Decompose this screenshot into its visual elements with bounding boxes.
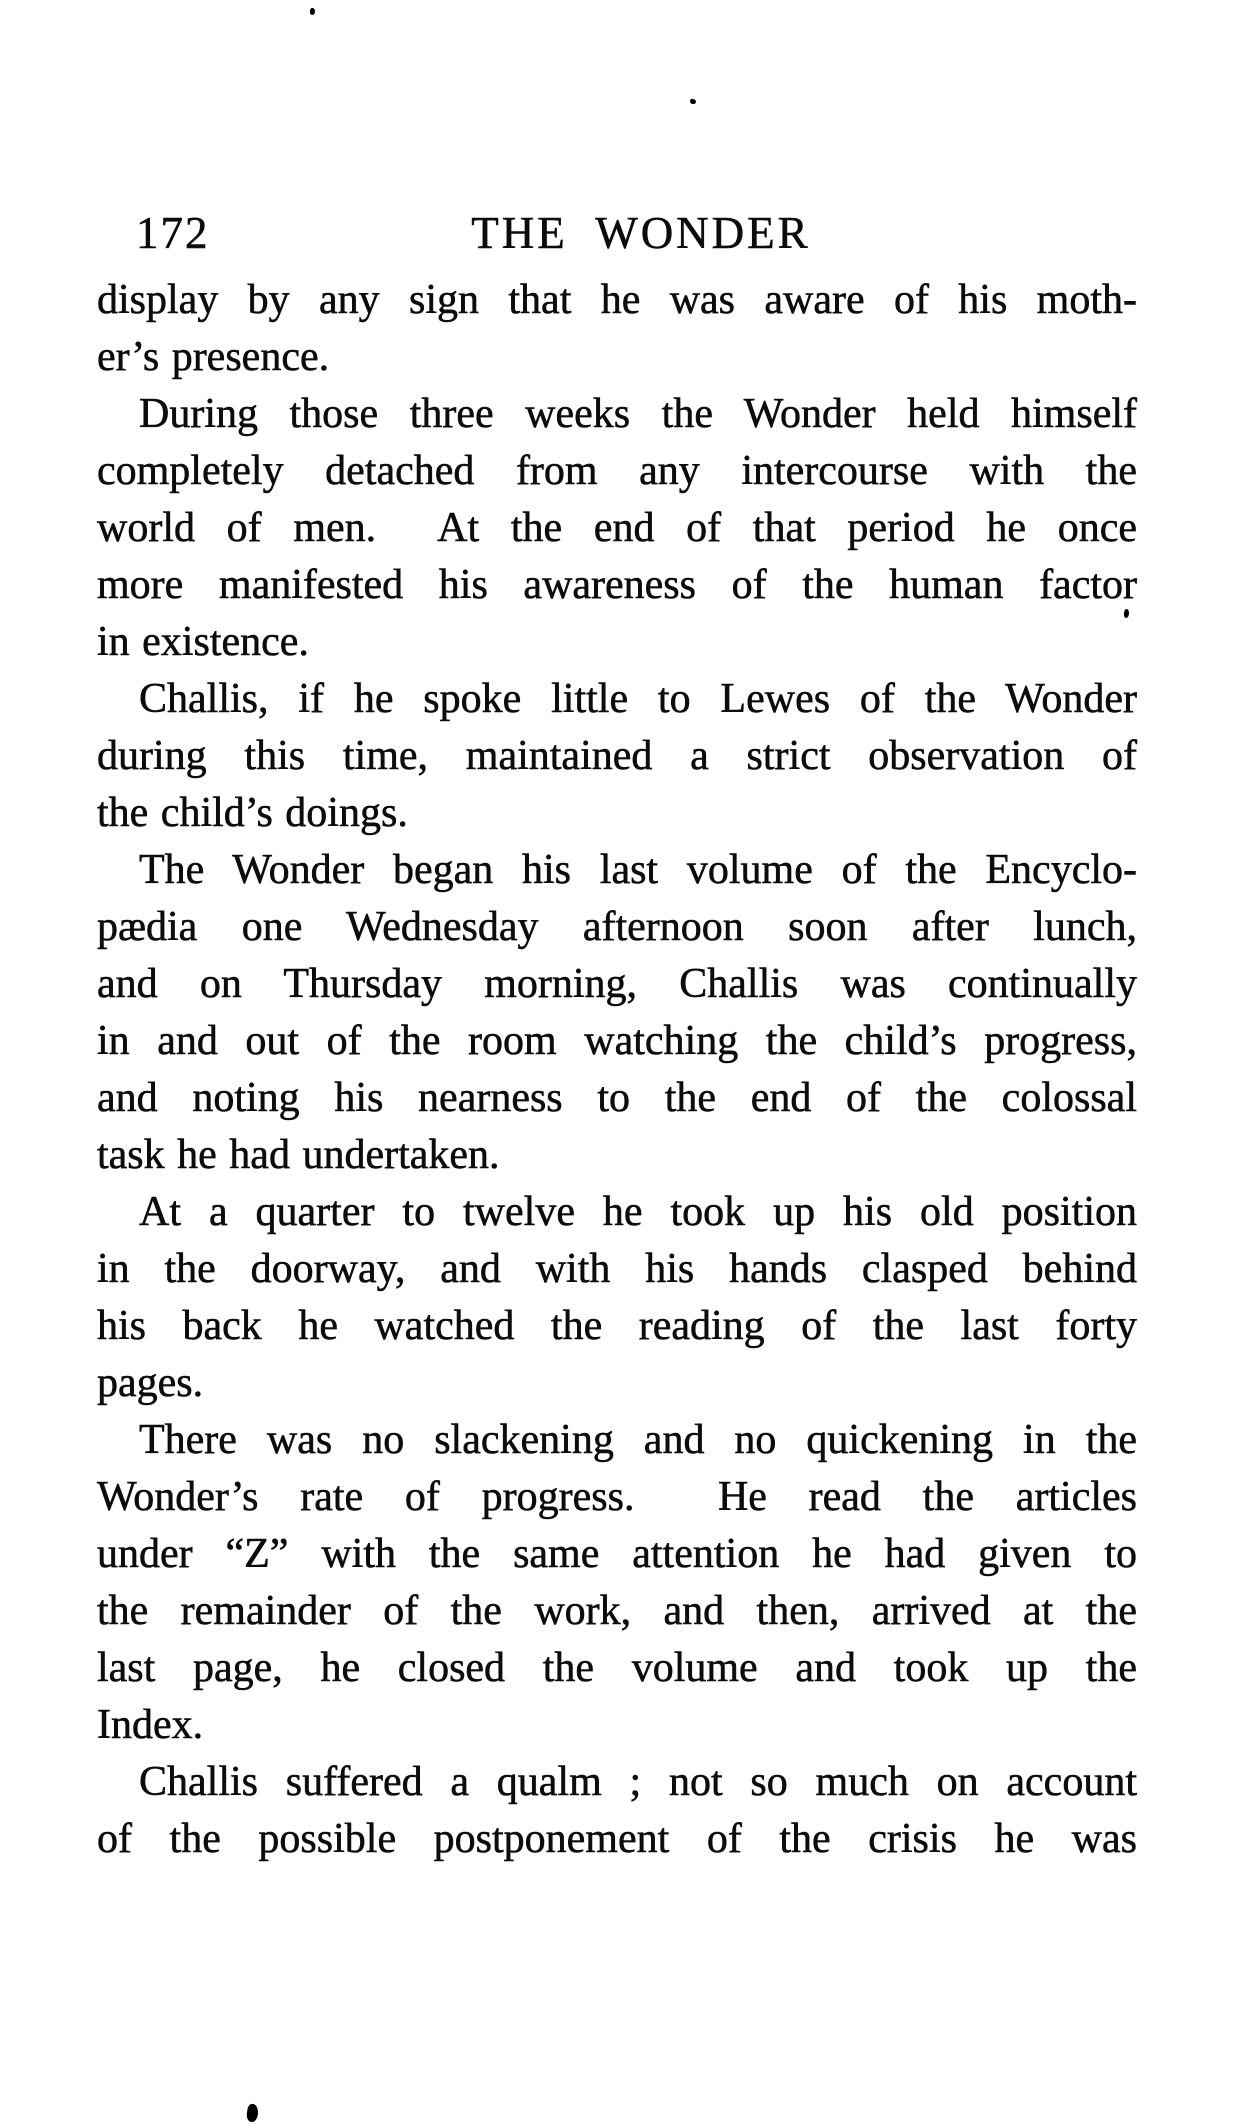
text-line: the child’s doings. [97, 790, 408, 836]
text-line: Challis suffered a qualm ; not so much on account [139, 1759, 1137, 1805]
text-line: er’s presence. [97, 334, 330, 380]
text-line: display by any sign that he was aware of his moth- [97, 277, 1137, 323]
text-line: There was no slackening and no quickening in the [139, 1417, 1137, 1463]
text-line: During those three weeks the Wonder held himself [139, 391, 1137, 437]
paragraph [97, 272, 1137, 386]
text-line: in and out of the room watching the child’s progress, [97, 1018, 1137, 1064]
text-line: Index. [97, 1702, 204, 1748]
running-title: THE WONDER [471, 208, 811, 258]
text-line: The Wonder began his last volume of the Encyclo- [139, 847, 1137, 893]
text-line: and on Thursday morning, Challis was continually [97, 961, 1137, 1007]
page-header [0, 204, 1243, 262]
paragraph [97, 842, 1137, 1184]
text-line: during this time, maintained a strict observation of [97, 733, 1137, 779]
text-line: task he had undertaken. [97, 1132, 500, 1178]
text-line: and noting his nearness to the end of the colossal [97, 1075, 1137, 1121]
text-line: of the possible postponement of the crisis he was [97, 1816, 1137, 1862]
text-line: pædia one Wednesday afternoon soon after lunch, [97, 904, 1137, 950]
paragraph [97, 671, 1137, 842]
text-line: world of men. At the end of that period he once [97, 505, 1137, 551]
text-line: Wonder’s rate of progress. He read the articles [97, 1474, 1137, 1520]
text-line: under “Z” with the same attention he had given to [97, 1531, 1137, 1577]
text-line: At a quarter to twelve he took up his old position [139, 1189, 1137, 1235]
text-line: more manifested his awareness of the human factor [97, 562, 1137, 608]
body-text [97, 272, 1137, 1868]
text-line: the remainder of the work, and then, arrived at the [97, 1588, 1137, 1634]
paragraph [97, 386, 1137, 671]
paragraph [97, 1754, 1137, 1868]
text-line: completely detached from any intercourse with the [97, 448, 1137, 494]
text-line: last page, he closed the volume and took up the [97, 1645, 1137, 1691]
text-line: in the doorway, and with his hands clasped behind [97, 1246, 1137, 1292]
text-line: his back he watched the reading of the last forty [97, 1303, 1137, 1349]
text-line: in existence. [97, 619, 309, 665]
ink-speck [246, 2103, 259, 2122]
paragraph [97, 1412, 1137, 1754]
text-line: pages. [97, 1360, 204, 1406]
ink-speck [690, 99, 697, 105]
ink-speck [310, 8, 316, 16]
text-line: Challis, if he spoke little to Lewes of the Wonder [139, 676, 1137, 722]
paragraph [97, 1184, 1137, 1412]
page-number: 172 [136, 208, 210, 258]
